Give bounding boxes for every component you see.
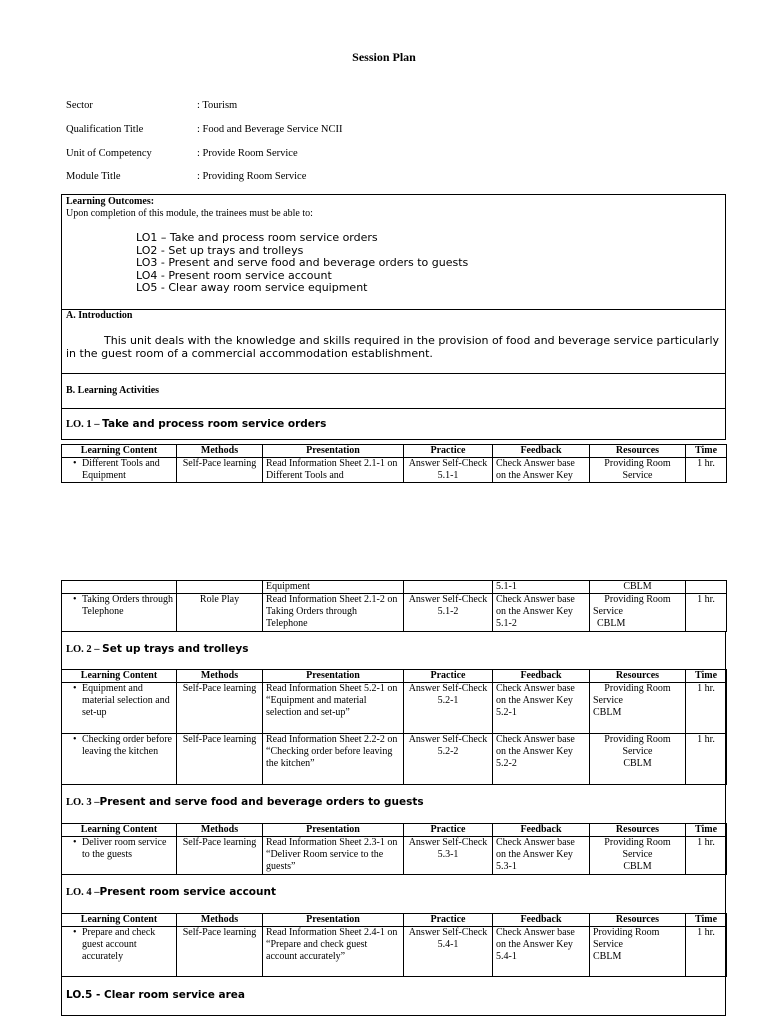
table-row: [62, 683, 727, 734]
header-presentation: Presentation: [263, 445, 404, 458]
header-time: Time: [686, 914, 727, 927]
outcomes-heading: Learning Outcomes:: [66, 196, 155, 207]
feedback-cell: 5.1-1: [493, 581, 590, 594]
resources-line: CBLM: [593, 707, 622, 718]
header-methods: Methods: [177, 670, 263, 683]
lo4-table: [61, 913, 727, 977]
learning-content-cell: [62, 927, 177, 977]
table-row: [62, 581, 727, 594]
header-feedback: Feedback: [493, 445, 590, 458]
content-text: Equipment and material selection and set-up: [82, 683, 170, 718]
practice-cell: Answer Self-Check 5.2-1: [404, 683, 493, 734]
bullet: •: [73, 734, 77, 745]
resources-line: Providing Room: [604, 683, 671, 694]
presentation-cell: Equipment: [263, 581, 404, 594]
document-title: Session Plan: [352, 50, 416, 64]
introduction-heading: A. Introduction: [66, 310, 133, 321]
feedback-cell: Check Answer base on the Answer Key: [493, 458, 590, 483]
methods-cell: [177, 581, 263, 594]
header-time: Time: [686, 824, 727, 837]
sector-label: Sector: [66, 100, 93, 111]
lo2-table: [61, 669, 727, 785]
outcome-item: LO5 - Clear away room service equipment: [136, 281, 368, 294]
lo1-title: Take and process room service orders: [102, 418, 327, 430]
practice-cell: Answer Self-Check 5.3-1: [404, 837, 493, 875]
resources-line: Service: [622, 849, 653, 860]
resources-line: Service: [593, 695, 623, 706]
time-cell: 1 hr.: [686, 734, 727, 785]
lo5-number: LO.5 -: [66, 989, 104, 1001]
qualification-label: Qualification Title: [66, 124, 144, 135]
lo2-number: LO. 2 –: [66, 644, 103, 655]
outcome-item: LO3 - Present and serve food and beverage orders to guests: [136, 256, 469, 269]
qualification-value: : Food and Beverage Service NCII: [197, 124, 343, 135]
resources-line: Service: [593, 939, 623, 950]
table-row: [62, 837, 727, 875]
bullet: •: [73, 458, 77, 469]
presentation-cell: Read Information Sheet 5.2-1 on “Equipment and material selection and set-up”: [263, 683, 404, 734]
frame-bottom: [61, 1015, 726, 1016]
header-presentation: Presentation: [263, 670, 404, 683]
header-methods: Methods: [177, 914, 263, 927]
lo4-title: Present room service account: [99, 886, 276, 898]
lo4-heading: [66, 886, 276, 898]
lo1-heading: [66, 418, 326, 430]
lo3-table: [61, 823, 727, 875]
sector-value: : Tourism: [197, 100, 238, 111]
time-cell: 1 hr.: [686, 594, 727, 632]
resources-line: Providing Room: [604, 734, 671, 745]
header-learning-content: Learning Content: [62, 445, 177, 458]
header-resources: Resources: [590, 824, 686, 837]
outcomes-intro: Upon completion of this module, the trainees must be able to:: [66, 208, 313, 219]
time-cell: [686, 581, 727, 594]
lo1-table: [61, 444, 727, 483]
feedback-cell: Check Answer base on the Answer Key 5.2-1: [493, 683, 590, 734]
header-practice: Practice: [404, 670, 493, 683]
lo1-table-continued: [61, 580, 727, 632]
header-learning-content: Learning Content: [62, 670, 177, 683]
header-resources: Resources: [590, 445, 686, 458]
presentation-cell: Read Information Sheet 2.2-2 on “Checking order before leaving the kitchen”: [263, 734, 404, 785]
content-text: Checking order before leaving the kitchen: [82, 734, 172, 757]
lo2-heading: [66, 643, 248, 655]
header-practice: Practice: [404, 824, 493, 837]
content-text: Taking Orders through Telephone: [82, 594, 173, 617]
resources-line: CBLM: [597, 618, 626, 629]
lo3-title: Present and serve food and beverage orders to guests: [99, 796, 424, 808]
outcome-item: LO4 - Present room service account: [136, 268, 332, 282]
time-cell: 1 hr.: [686, 683, 727, 734]
resources-line: Providing Room: [593, 927, 660, 938]
content-text: Different Tools and Equipment: [82, 458, 160, 481]
module-label: Module Title: [66, 171, 121, 182]
content-text: Deliver room service to the guests: [82, 837, 167, 860]
practice-cell: Answer Self-Check 5.1-1: [404, 458, 493, 483]
methods-cell: Self-Pace learning: [177, 458, 263, 483]
header-resources: Resources: [590, 914, 686, 927]
resources-line: CBLM: [593, 951, 622, 962]
divider: [61, 309, 726, 310]
module-value: : Providing Room Service: [197, 171, 307, 182]
resources-line: Providing Room: [604, 837, 671, 848]
feedback-cell: Check Answer base on the Answer Key 5.3-1: [493, 837, 590, 875]
learning-content-cell: [62, 734, 177, 785]
table-row: [62, 927, 727, 977]
lo4-number: LO. 4 –: [66, 887, 100, 898]
feedback-cell: Check Answer base on the Answer Key 5.4-1: [493, 927, 590, 977]
header-learning-content: Learning Content: [62, 914, 177, 927]
lo3-number: LO. 3 –: [66, 797, 100, 808]
activities-heading: B. Learning Activities: [66, 385, 160, 396]
table-row: [62, 594, 727, 632]
presentation-cell: Read Information Sheet 2.1-2 on Taking Orders through Telephone: [263, 594, 404, 632]
introduction-text: This unit deals with the knowledge and skills required in the provision of food and beverage service particularly in the guest room of a commercial accommodation establishment.: [66, 334, 720, 360]
resources-cell: [590, 927, 686, 977]
bullet: •: [73, 837, 77, 848]
practice-cell: Answer Self-Check 5.1-2: [404, 594, 493, 632]
practice-cell: [404, 581, 493, 594]
methods-cell: Self-Pace learning: [177, 927, 263, 977]
methods-cell: Role Play: [177, 594, 263, 632]
table-row: [62, 734, 727, 785]
methods-cell: Self-Pace learning: [177, 683, 263, 734]
resources-line: Service: [593, 606, 623, 617]
header-time: Time: [686, 445, 727, 458]
presentation-cell: Read Information Sheet 2.3-1 on “Deliver Room service to the guests”: [263, 837, 404, 875]
header-methods: Methods: [177, 824, 263, 837]
time-cell: 1 hr.: [686, 458, 727, 483]
presentation-cell: Read Information Sheet 2.4-1 on “Prepare and check guest account accurately”: [263, 927, 404, 977]
outcome-item: LO2 - Set up trays and trolleys: [136, 243, 304, 257]
header-resources: Resources: [590, 670, 686, 683]
resources-cell: [590, 837, 686, 875]
resources-cell: [590, 734, 686, 785]
resources-line: CBLM: [623, 861, 652, 872]
outcome-item: LO1 – Take and process room service orders: [136, 231, 378, 244]
resources-cell: [590, 683, 686, 734]
header-practice: Practice: [404, 914, 493, 927]
header-presentation: Presentation: [263, 914, 404, 927]
practice-cell: Answer Self-Check 5.2-2: [404, 734, 493, 785]
resources-line: CBLM: [623, 758, 652, 769]
resources-cell: CBLM: [590, 581, 686, 594]
unit-label: Unit of Competency: [66, 148, 152, 159]
resources-line: Service: [622, 746, 653, 757]
learning-content-cell: [62, 581, 177, 594]
header-feedback: Feedback: [493, 914, 590, 927]
resources-cell: [590, 594, 686, 632]
lo5-title: Clear room service area: [103, 989, 245, 1001]
bullet: •: [73, 683, 77, 694]
learning-content-cell: [62, 458, 177, 483]
feedback-cell: Check Answer base on the Answer Key 5.2-2: [493, 734, 590, 785]
header-feedback: Feedback: [493, 670, 590, 683]
divider: [61, 373, 726, 374]
presentation-cell: Read Information Sheet 2.1-1 on Different Tools and: [263, 458, 404, 483]
feedback-cell: Check Answer base on the Answer Key 5.1-2: [493, 594, 590, 632]
lo3-heading: [66, 796, 424, 808]
lo5-heading: [66, 989, 245, 1001]
header-presentation: Presentation: [263, 824, 404, 837]
header-learning-content: Learning Content: [62, 824, 177, 837]
learning-content-cell: [62, 683, 177, 734]
methods-cell: Self-Pace learning: [177, 837, 263, 875]
time-cell: 1 hr.: [686, 927, 727, 977]
lo1-number: LO. 1 –: [66, 419, 103, 430]
bullet: •: [73, 927, 77, 938]
resources-line: Providing Room: [604, 594, 671, 605]
practice-cell: Answer Self-Check 5.4-1: [404, 927, 493, 977]
header-practice: Practice: [404, 445, 493, 458]
methods-cell: Self-Pace learning: [177, 734, 263, 785]
bullet: •: [73, 594, 77, 605]
header-time: Time: [686, 670, 727, 683]
content-text: Prepare and check guest account accurately: [82, 927, 156, 962]
time-cell: 1 hr.: [686, 837, 727, 875]
lo2-title: Set up trays and trolleys: [102, 643, 249, 655]
learning-content-cell: [62, 594, 177, 632]
header-feedback: Feedback: [493, 824, 590, 837]
learning-content-cell: [62, 837, 177, 875]
unit-value: : Provide Room Service: [197, 148, 298, 159]
header-methods: Methods: [177, 445, 263, 458]
divider: [61, 408, 726, 409]
table-row: [62, 458, 727, 483]
resources-cell: Providing Room Service: [590, 458, 686, 483]
outcomes-list: [136, 232, 468, 295]
